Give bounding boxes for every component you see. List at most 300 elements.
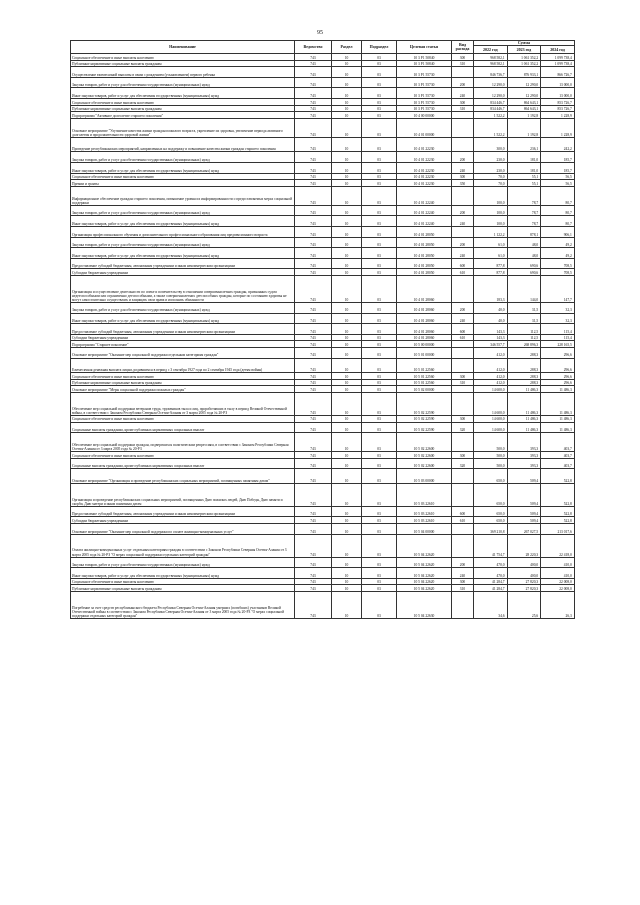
row-razdel: 10 xyxy=(332,163,362,174)
row-sum-2023: 288,3 xyxy=(507,373,541,380)
row-sum-2024: 853 726,7 xyxy=(541,105,575,112)
table-row xyxy=(71,163,575,174)
row-razdel: 10 xyxy=(332,77,362,88)
row-podrazdel: 03 xyxy=(362,302,397,313)
table-row xyxy=(71,452,575,459)
row-razdel: 10 xyxy=(332,180,362,187)
row-podrazdel: 03 xyxy=(362,517,397,524)
row-podrazdel: 03 xyxy=(362,534,397,557)
row-sum-2022: 846 736,7 xyxy=(474,67,508,78)
row-vr xyxy=(452,186,474,205)
row-sum-2023: 112,5 xyxy=(507,324,541,335)
row-razdel: 10 xyxy=(332,386,362,393)
row-name: Социальные выплаты гражданам, кроме публичных нормативных социальных выплат xyxy=(71,458,295,469)
row-vr: 320 xyxy=(452,458,474,469)
row-sum-2023: 55,1 xyxy=(507,180,541,187)
row-sum-2022: 34,6 xyxy=(474,592,508,619)
row-sum-2023: 864 643,1 xyxy=(507,99,541,106)
row-sum-2024: 410,0 xyxy=(541,568,575,579)
row-sum-2022: 70,0 xyxy=(474,180,508,187)
row-vr xyxy=(452,469,474,484)
row-vr xyxy=(452,392,474,415)
table-row xyxy=(71,334,575,341)
row-name: Закупка товаров, работ и услуг для обеспечения государственных (муниципальных) нужд xyxy=(71,205,295,216)
table-row xyxy=(71,112,575,119)
row-name: Публичные нормативные социальные выплаты гражданам xyxy=(71,379,295,386)
row-cs: 10 4 01 28050 xyxy=(397,237,452,248)
row-sum-2022: 61,0 xyxy=(474,248,508,259)
row-name: Информационное обеспечение граждан старшего поколения, повышение уровня их информированности о предоставляемых мерах социальной поддержки xyxy=(71,186,295,205)
row-cs: 10 4 01 28060 xyxy=(397,302,452,313)
row-ved: 743 xyxy=(295,302,332,313)
row-podrazdel: 03 xyxy=(362,216,397,227)
row-podrazdel: 03 xyxy=(362,227,397,238)
row-name: Социальное обеспечение и иные выплаты населению xyxy=(71,452,295,459)
row-sum-2023: 144,0 xyxy=(507,275,541,302)
row-vr: 300 xyxy=(452,415,474,422)
row-podrazdel: 03 xyxy=(362,99,397,106)
row-name: Социальное обеспечение и иные выплаты населению xyxy=(71,415,295,422)
row-podrazdel: 03 xyxy=(362,137,397,152)
row-sum-2022: 500,0 xyxy=(474,433,508,452)
row-ved: 743 xyxy=(295,186,332,205)
row-sum-2024: 80,7 xyxy=(541,216,575,227)
row-razdel: 10 xyxy=(332,324,362,335)
row-ved: 743 xyxy=(295,54,332,61)
row-podrazdel: 03 xyxy=(362,258,397,269)
row-cs: 10 5 02 22600 xyxy=(397,433,452,452)
row-sum-2022: 650,0 xyxy=(474,517,508,524)
row-sum-2024: 522,8 xyxy=(541,483,575,506)
table-body xyxy=(71,54,575,619)
row-sum-2023: 11 486,3 xyxy=(507,415,541,422)
row-ved: 743 xyxy=(295,592,332,619)
row-sum-2024: 22 418,0 xyxy=(541,534,575,557)
header-podrazdel: Подраздел xyxy=(362,41,397,54)
row-sum-2022: 100,0 xyxy=(474,216,508,227)
row-ved: 743 xyxy=(295,269,332,276)
row-podrazdel: 03 xyxy=(362,568,397,579)
row-cs: 10 5 04 22620 xyxy=(397,568,452,579)
row-name: Организация и проведение республиканских социальных мероприятий, посвященных Дню пожилых людей, Дню Победы, Дню памяти и скорби, Дню матери и иным памятным датам xyxy=(71,483,295,506)
row-cs: 10 4 01 28050 xyxy=(397,258,452,269)
row-vr: 240 xyxy=(452,88,474,99)
row-vr: 610 xyxy=(452,334,474,341)
row-vr xyxy=(452,433,474,452)
row-cs: 10 5 01 00000 xyxy=(397,347,452,358)
table-row xyxy=(71,302,575,313)
row-sum-2024: 853 726,7 xyxy=(541,99,575,106)
row-name: Иные закупки товаров, работ и услуг для обеспечения государственных (муниципальных) нужд xyxy=(71,248,295,259)
table-row xyxy=(71,373,575,380)
table-row xyxy=(71,313,575,324)
table-row xyxy=(71,324,575,335)
row-sum-2023: 878,1 xyxy=(507,227,541,238)
row-cs: 10 5 03 22610 xyxy=(397,517,452,524)
row-sum-2024: 11 486,3 xyxy=(541,415,575,422)
row-sum-2022: 1 522,2 xyxy=(474,112,508,119)
row-sum-2022: 500,0 xyxy=(474,458,508,469)
row-sum-2024: 403,7 xyxy=(541,452,575,459)
row-razdel: 10 xyxy=(332,415,362,422)
row-sum-2023: 288,3 xyxy=(507,379,541,386)
row-podrazdel: 03 xyxy=(362,452,397,459)
row-podrazdel: 03 xyxy=(362,469,397,484)
row-cs: 10 3 P1 50840 xyxy=(397,60,452,67)
table-row xyxy=(71,67,575,78)
row-vr: 300 xyxy=(452,452,474,459)
row-sum-2023: 181,0 xyxy=(507,163,541,174)
row-ved: 743 xyxy=(295,578,332,585)
row-ved: 743 xyxy=(295,458,332,469)
table-row xyxy=(71,392,575,415)
row-sum-2024: 115,4 xyxy=(541,324,575,335)
row-sum-2022: 369 210,8 xyxy=(474,524,508,535)
row-podrazdel: 03 xyxy=(362,118,397,137)
row-sum-2023: 11 486,3 xyxy=(507,422,541,433)
row-razdel: 10 xyxy=(332,258,362,269)
row-sum-2023: 400,0 xyxy=(507,568,541,579)
row-vr: 300 xyxy=(452,99,474,106)
row-vr xyxy=(452,483,474,506)
row-sum-2024: 185,7 xyxy=(541,163,575,174)
row-vr: 240 xyxy=(452,248,474,259)
row-podrazdel: 03 xyxy=(362,392,397,415)
row-ved: 743 xyxy=(295,347,332,358)
row-sum-2023: 864 643,1 xyxy=(507,105,541,112)
row-razdel: 10 xyxy=(332,452,362,459)
row-vr xyxy=(452,534,474,557)
row-ved: 743 xyxy=(295,60,332,67)
row-sum-2024: 56,5 xyxy=(541,173,575,180)
row-cs: 10 4 01 28060 xyxy=(397,324,452,335)
row-razdel: 10 xyxy=(332,313,362,324)
table-row xyxy=(71,506,575,517)
row-name: Организация и осуществление деятельности по опеке и попечительству в отношении совершеннолетних граждан, признанных судом недееспособными или ограниченно дееспособными, а также совершеннолетних дееспособных граждан, которые по состоянию здоровья не могут самостоятельно осуществлять и защищать свои права и исполнять обязанности xyxy=(71,275,295,302)
row-sum-2023: 267 027,5 xyxy=(507,524,541,535)
row-vr: 200 xyxy=(452,77,474,88)
row-sum-2023: 25,6 xyxy=(507,592,541,619)
row-vr: 600 xyxy=(452,506,474,517)
row-sum-2024: 1 228,9 xyxy=(541,112,575,119)
row-podrazdel: 03 xyxy=(362,347,397,358)
row-name: Обеспечение мер социальной поддержки ветеранов труда, тружеников тыла и лиц, проработавших в тылу в период Великой Отечественной войны, в соответствии с Законом Республики Северная Осетия-Алания от 3 марта 2005 года № 20-РЗ xyxy=(71,392,295,415)
table-row xyxy=(71,347,575,358)
row-razdel: 10 xyxy=(332,483,362,506)
row-sum-2024: 708,5 xyxy=(541,269,575,276)
row-cs: 10 4 01 28060 xyxy=(397,313,452,324)
row-vr: 200 xyxy=(452,302,474,313)
row-sum-2022: 100,0 xyxy=(474,186,508,205)
row-cs: 10 4 01 28050 xyxy=(397,269,452,276)
row-sum-2024: 49,2 xyxy=(541,248,575,259)
row-cs: 10 4 01 22230 xyxy=(397,180,452,187)
row-name: Осуществление ежемесячной выплаты в связи с рождением (усыновлением) первого ребенка xyxy=(71,67,295,78)
row-ved: 743 xyxy=(295,334,332,341)
row-ved: 743 xyxy=(295,422,332,433)
row-ved: 743 xyxy=(295,105,332,112)
row-sum-2022: 41 754,7 xyxy=(474,534,508,557)
row-sum-2022: 500,0 xyxy=(474,452,508,459)
row-sum-2022: 41 284,7 xyxy=(474,585,508,592)
row-podrazdel: 03 xyxy=(362,60,397,67)
row-sum-2023: 268 896,3 xyxy=(507,341,541,348)
row-razdel: 10 xyxy=(332,99,362,106)
page-number: 95 xyxy=(317,30,323,36)
row-sum-2022: 470,0 xyxy=(474,568,508,579)
row-sum-2023: 288,3 xyxy=(507,358,541,373)
row-podrazdel: 03 xyxy=(362,112,397,119)
table-row xyxy=(71,524,575,535)
table-row xyxy=(71,557,575,568)
row-podrazdel: 03 xyxy=(362,592,397,619)
row-sum-2023: 876 933,1 xyxy=(507,67,541,78)
row-vr: 350 xyxy=(452,180,474,187)
row-sum-2023: 1 192,8 xyxy=(507,112,541,119)
row-sum-2023: 78,7 xyxy=(507,216,541,227)
row-ved: 743 xyxy=(295,99,332,106)
row-name: Обеспечение мер социальной поддержки граждан, подвергшихся политическим репрессиям, в соответствии с Законом Республики Северная Осетия-Алания от 3 марта 2005 года № 20-РЗ xyxy=(71,433,295,452)
row-vr: 600 xyxy=(452,258,474,269)
row-vr xyxy=(452,67,474,78)
row-vr: 610 xyxy=(452,517,474,524)
row-ved: 743 xyxy=(295,275,332,302)
row-sum-2024: 49,2 xyxy=(541,237,575,248)
row-cs: 10 5 03 22610 xyxy=(397,506,452,517)
row-sum-2024: 1 099 738,4 xyxy=(541,60,575,67)
row-name: Закупка товаров, работ и услуг для обеспечения государственных (муниципальных) нужд xyxy=(71,152,295,163)
table-row xyxy=(71,415,575,422)
row-name: Публичные нормативные социальные выплаты гражданам xyxy=(71,60,295,67)
row-sum-2023: 1 192,8 xyxy=(507,118,541,137)
row-ved: 743 xyxy=(295,534,332,557)
row-podrazdel: 03 xyxy=(362,237,397,248)
row-name: Ежемесячная денежная выплата лицам, родившимся в период с 3 сентября 1927 года по 2 сентября 1945 года (детям войны) xyxy=(71,358,295,373)
row-sum-2024: 147,7 xyxy=(541,275,575,302)
row-sum-2023: 1 061 352,2 xyxy=(507,54,541,61)
row-ved: 743 xyxy=(295,517,332,524)
row-sum-2022: 346 557,7 xyxy=(474,341,508,348)
row-name: Погребение за счет средств республиканского бюджета Республики Северная Осетия-Алания умерших (погибших) участников Великой Отечественной войны в соответствии с Законом Республики Северная Осетия-Алания от 3 марта 2005 года № 20-РЗ "О мерах социальной поддержки отдельных категорий граждан" xyxy=(71,592,295,619)
row-sum-2024: 32,3 xyxy=(541,302,575,313)
row-ved: 743 xyxy=(295,433,332,452)
row-cs: 10 3 P1 55730 xyxy=(397,105,452,112)
row-razdel: 10 xyxy=(332,118,362,137)
row-razdel: 10 xyxy=(332,458,362,469)
row-vr: 600 xyxy=(452,324,474,335)
row-vr: 300 xyxy=(452,173,474,180)
row-sum-2024: 1 099 738,4 xyxy=(541,54,575,61)
row-ved: 743 xyxy=(295,313,332,324)
row-ved: 743 xyxy=(295,205,332,216)
row-cs: 10 5 01 22560 xyxy=(397,358,452,373)
row-cs: 10 5 02 22590 xyxy=(397,415,452,422)
row-name: Публичные нормативные социальные выплаты гражданам xyxy=(71,585,295,592)
row-name: Закупка товаров, работ и услуг для обеспечения государственных (муниципальных) нужд xyxy=(71,77,295,88)
row-sum-2022: 968 582,1 xyxy=(474,60,508,67)
row-sum-2022: 650,0 xyxy=(474,469,508,484)
row-sum-2023: 393,3 xyxy=(507,458,541,469)
row-ved: 743 xyxy=(295,568,332,579)
row-cs: 10 5 04 22620 xyxy=(397,578,452,585)
row-razdel: 10 xyxy=(332,433,362,452)
row-sum-2022: 40,0 xyxy=(474,302,508,313)
row-sum-2024: 522,8 xyxy=(541,469,575,484)
row-ved: 743 xyxy=(295,173,332,180)
row-cs: 10 5 02 22600 xyxy=(397,458,452,469)
table-row xyxy=(71,77,575,88)
row-sum-2024: 26,3 xyxy=(541,592,575,619)
row-sum-2023: 400,0 xyxy=(507,557,541,568)
row-sum-2022: 470,0 xyxy=(474,557,508,568)
row-sum-2023: 11 486,3 xyxy=(507,386,541,393)
row-podrazdel: 03 xyxy=(362,269,397,276)
row-sum-2022: 412,0 xyxy=(474,358,508,373)
row-sum-2024: 213 017,6 xyxy=(541,524,575,535)
row-sum-2022: 12 290,0 xyxy=(474,77,508,88)
row-sum-2024: 1 228,9 xyxy=(541,118,575,137)
row-name: Организация профессионального обучения и дополнительного профессионального образования лиц предпенсионного возраста xyxy=(71,227,295,238)
row-cs: 10 5 01 22560 xyxy=(397,373,452,380)
row-razdel: 10 xyxy=(332,88,362,99)
table-row xyxy=(71,54,575,61)
row-razdel: 10 xyxy=(332,506,362,517)
row-cs: 10 5 04 00000 xyxy=(397,524,452,535)
row-sum-2024: 242,2 xyxy=(541,137,575,152)
table-row xyxy=(71,386,575,393)
table-row xyxy=(71,88,575,99)
row-sum-2022: 877,8 xyxy=(474,258,508,269)
row-sum-2023: 55,1 xyxy=(507,173,541,180)
row-cs: 10 4 01 22240 xyxy=(397,216,452,227)
row-podrazdel: 03 xyxy=(362,506,397,517)
row-podrazdel: 03 xyxy=(362,163,397,174)
table-row xyxy=(71,469,575,484)
table-row xyxy=(71,517,575,524)
row-podrazdel: 03 xyxy=(362,186,397,205)
row-sum-2022: 183,3 xyxy=(474,275,508,302)
row-sum-2022: 300,0 xyxy=(474,137,508,152)
row-sum-2022: 14 600,0 xyxy=(474,422,508,433)
row-name: Проведение республиканских мероприятий, направленных на поддержку и повышение качества жизни граждан старшего поколения xyxy=(71,137,295,152)
row-ved: 743 xyxy=(295,163,332,174)
row-ved: 743 xyxy=(295,469,332,484)
header-ved: Ведомство xyxy=(295,41,332,54)
header-razdel: Раздел xyxy=(332,41,362,54)
row-podrazdel: 03 xyxy=(362,313,397,324)
row-sum-2023: 27 820,3 xyxy=(507,578,541,585)
row-vr: 240 xyxy=(452,313,474,324)
row-sum-2022: 968 582,1 xyxy=(474,54,508,61)
row-vr xyxy=(452,275,474,302)
row-vr xyxy=(452,524,474,535)
row-vr: 240 xyxy=(452,568,474,579)
row-ved: 743 xyxy=(295,77,332,88)
row-sum-2022: 230,0 xyxy=(474,163,508,174)
row-razdel: 10 xyxy=(332,237,362,248)
row-ved: 743 xyxy=(295,379,332,386)
row-podrazdel: 03 xyxy=(362,422,397,433)
row-cs: 10 4 00 00000 xyxy=(397,112,452,119)
row-sum-2023: 31,5 xyxy=(507,302,541,313)
row-cs: 10 5 04 22620 xyxy=(397,557,452,568)
row-ved: 743 xyxy=(295,248,332,259)
row-podrazdel: 03 xyxy=(362,152,397,163)
row-ved: 743 xyxy=(295,452,332,459)
budget-table-sheet xyxy=(70,40,574,619)
row-vr: 200 xyxy=(452,205,474,216)
row-podrazdel: 03 xyxy=(362,415,397,422)
row-sum-2023: 509,4 xyxy=(507,506,541,517)
row-ved: 743 xyxy=(295,358,332,373)
row-razdel: 10 xyxy=(332,152,362,163)
row-cs: 10 4 01 22240 xyxy=(397,186,452,205)
row-sum-2023: 78,7 xyxy=(507,205,541,216)
row-podrazdel: 03 xyxy=(362,77,397,88)
row-sum-2022: 1 122,2 xyxy=(474,227,508,238)
row-razdel: 10 xyxy=(332,373,362,380)
row-sum-2024: 56,5 xyxy=(541,180,575,187)
row-sum-2024: 296,6 xyxy=(541,347,575,358)
row-sum-2024: 522,8 xyxy=(541,506,575,517)
row-ved: 743 xyxy=(295,118,332,137)
table-row xyxy=(71,118,575,137)
table-row xyxy=(71,341,575,348)
row-cs: 10 3 P1 55730 xyxy=(397,88,452,99)
row-name: Публичные нормативные социальные выплаты гражданам xyxy=(71,105,295,112)
row-sum-2023: 509,4 xyxy=(507,469,541,484)
row-ved: 743 xyxy=(295,524,332,535)
row-vr: 310 xyxy=(452,105,474,112)
row-vr: 300 xyxy=(452,578,474,585)
row-ved: 743 xyxy=(295,237,332,248)
row-sum-2023: 12 290,0 xyxy=(507,88,541,99)
row-razdel: 10 xyxy=(332,248,362,259)
row-sum-2024: 906,1 xyxy=(541,227,575,238)
row-name: Субсидии бюджетным учреждениям xyxy=(71,517,295,524)
header-year-1: 2022 год xyxy=(474,46,508,54)
row-podrazdel: 03 xyxy=(362,524,397,535)
row-cs: 10 4 01 22230 xyxy=(397,152,452,163)
row-vr: 310 xyxy=(452,585,474,592)
row-razdel: 10 xyxy=(332,112,362,119)
row-name: Основное мероприятие "Оказание мер социальной поддержки по оплате жилищно-коммунальных услуг" xyxy=(71,524,295,535)
table-row xyxy=(71,105,575,112)
row-sum-2023: 112,5 xyxy=(507,334,541,341)
row-sum-2024: 22 008,0 xyxy=(541,578,575,585)
row-ved: 743 xyxy=(295,180,332,187)
row-name: Субсидии бюджетным учреждениям xyxy=(71,269,295,276)
table-row xyxy=(71,258,575,269)
row-ved: 743 xyxy=(295,386,332,393)
row-name: Предоставление субсидий бюджетным, автономным учреждениям и иным некоммерческим организациям xyxy=(71,258,295,269)
row-cs: 10 4 01 28050 xyxy=(397,248,452,259)
row-podrazdel: 03 xyxy=(362,105,397,112)
row-podrazdel: 03 xyxy=(362,578,397,585)
row-sum-2023: 393,3 xyxy=(507,433,541,452)
row-sum-2024: 115,4 xyxy=(541,334,575,341)
row-name: Иные закупки товаров, работ и услуг для обеспечения государственных (муниципальных) нужд xyxy=(71,313,295,324)
row-razdel: 10 xyxy=(332,568,362,579)
row-sum-2023: 48,0 xyxy=(507,237,541,248)
row-cs: 10 5 03 00000 xyxy=(397,469,452,484)
row-ved: 743 xyxy=(295,88,332,99)
table-row xyxy=(71,269,575,276)
row-name: Основное мероприятие "Улучшение качества жизни граждан пожилого возраста, укрепление их здоровья, увеличение периода активного долголетия и продолжительности здоровой жизни" xyxy=(71,118,295,137)
table-row xyxy=(71,205,575,216)
row-razdel: 10 xyxy=(332,524,362,535)
row-name: Премии и гранты xyxy=(71,180,295,187)
